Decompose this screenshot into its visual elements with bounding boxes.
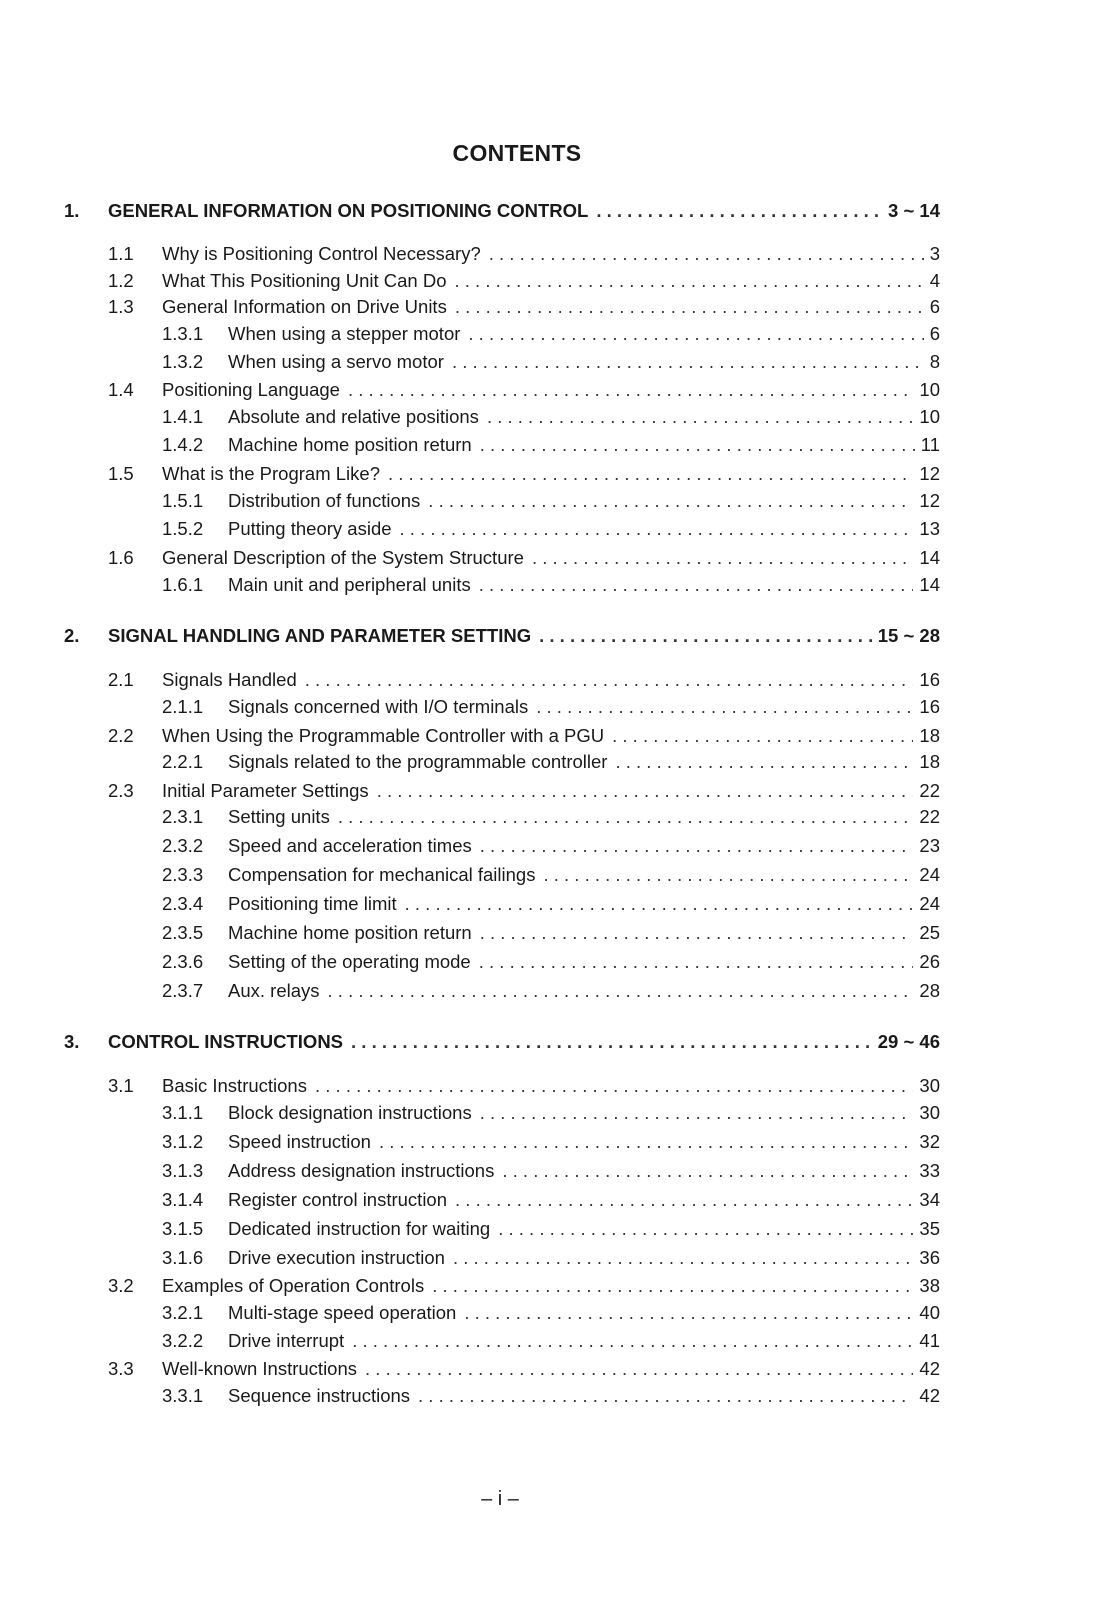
dot-leader xyxy=(400,518,914,540)
toc-page-number: 18 xyxy=(919,725,940,746)
toc-page-number: 12 xyxy=(919,490,940,511)
toc-subsection xyxy=(162,893,940,919)
dot-leader xyxy=(315,1075,913,1097)
dot-leader xyxy=(480,835,914,857)
dot-leader xyxy=(596,200,882,222)
toc-number: 1.3 xyxy=(108,296,134,317)
dot-leader xyxy=(502,1160,913,1182)
toc-page-number: 6 xyxy=(929,296,940,317)
toc-subsection xyxy=(162,806,940,832)
toc-subsection xyxy=(162,1385,940,1411)
toc-number: 2.3.4 xyxy=(162,893,204,914)
toc-section xyxy=(108,547,940,573)
toc-number: 3.1.6 xyxy=(162,1247,204,1268)
toc-number: 3.1.1 xyxy=(162,1102,204,1123)
toc-page-number: 33 xyxy=(919,1160,940,1181)
toc-title: Speed and acceleration times xyxy=(228,835,472,856)
dot-leader xyxy=(379,1131,913,1153)
toc-subsection xyxy=(162,922,940,948)
toc-number: 2.3.5 xyxy=(162,922,204,943)
toc-title: Putting theory aside xyxy=(228,518,392,539)
toc-title: What is the Program Like? xyxy=(162,463,380,484)
toc-subsection xyxy=(162,1189,940,1215)
toc-title: Register control instruction xyxy=(228,1189,448,1210)
toc-page-number: 23 xyxy=(919,835,940,856)
toc-section xyxy=(108,463,940,489)
page-number: – i – xyxy=(481,1488,519,1510)
toc-section xyxy=(108,296,940,322)
dot-leader xyxy=(479,574,914,596)
dot-leader xyxy=(428,490,913,512)
toc-subsection xyxy=(162,951,940,977)
toc-page-number: 16 xyxy=(919,696,940,717)
dot-leader xyxy=(480,1102,914,1124)
dot-leader xyxy=(455,296,924,318)
dot-leader xyxy=(489,243,924,265)
toc-title: Signals related to the programmable controller xyxy=(228,751,608,772)
toc-number: 3.1.5 xyxy=(162,1218,204,1239)
toc-page-number: 16 xyxy=(919,669,940,690)
toc-page-number: 14 xyxy=(919,547,940,568)
toc-title: Positioning time limit xyxy=(228,893,397,914)
toc-page-number: 32 xyxy=(919,1131,940,1152)
toc-title: Why is Positioning Control Necessary? xyxy=(162,243,481,264)
toc-section xyxy=(108,1358,940,1384)
toc-page-number: 10 xyxy=(919,379,940,400)
toc-title: Initial Parameter Settings xyxy=(162,780,369,801)
toc-number: 1. xyxy=(64,200,80,221)
toc-page-number: 22 xyxy=(919,806,940,827)
toc-number: 2.3.6 xyxy=(162,951,204,972)
toc-title: Examples of Operation Controls xyxy=(162,1275,425,1296)
toc-number: 1.5 xyxy=(108,463,134,484)
toc-number: 1.2 xyxy=(108,270,134,291)
dot-leader xyxy=(455,1189,913,1211)
toc-page-number: 15 ~ 28 xyxy=(877,625,940,646)
toc-title: Speed instruction xyxy=(228,1131,371,1152)
toc-page-number: 42 xyxy=(919,1385,940,1406)
toc-number: 3.1 xyxy=(108,1075,134,1096)
toc-title: Absolute and relative positions xyxy=(228,406,479,427)
toc-subsection xyxy=(162,1247,940,1273)
toc-page-number: 22 xyxy=(919,780,940,801)
toc-subsection xyxy=(162,864,940,890)
toc-page-number: 30 xyxy=(919,1102,940,1123)
toc-page-number: 29 ~ 46 xyxy=(877,1031,940,1052)
toc-page-number: 30 xyxy=(919,1075,940,1096)
toc-number: 1.4.2 xyxy=(162,434,204,455)
toc-number: 1.6 xyxy=(108,547,134,568)
toc-title: Compensation for mechanical failings xyxy=(228,864,536,885)
dot-leader xyxy=(377,780,914,802)
toc-title: Distribution of functions xyxy=(228,490,421,511)
dot-leader xyxy=(487,406,913,428)
toc-section xyxy=(108,270,940,296)
toc-number: 3.2.1 xyxy=(162,1302,204,1323)
toc-page-number: 38 xyxy=(919,1275,940,1296)
toc-title: Block designation instructions xyxy=(228,1102,472,1123)
toc-number: 1.5.2 xyxy=(162,518,204,539)
toc-subsection xyxy=(162,1330,940,1356)
toc-subsection xyxy=(162,751,940,777)
dot-leader xyxy=(612,725,913,747)
toc-section xyxy=(108,669,940,695)
toc-section xyxy=(108,379,940,405)
toc-title: Signals Handled xyxy=(162,669,297,690)
toc-number: 2.1 xyxy=(108,669,134,690)
toc-section xyxy=(108,1075,940,1101)
toc-subsection xyxy=(162,980,940,1006)
toc-page-number: 12 xyxy=(919,463,940,484)
dot-leader xyxy=(405,893,914,915)
dot-leader xyxy=(432,1275,913,1297)
dot-leader xyxy=(464,1302,913,1324)
toc-title: Aux. relays xyxy=(228,980,320,1001)
toc-title: When using a servo motor xyxy=(228,351,444,372)
toc-page-number: 3 xyxy=(929,243,940,264)
toc-section xyxy=(108,243,940,269)
dot-leader xyxy=(543,864,913,886)
toc-number: 1.1 xyxy=(108,243,134,264)
toc-subsection xyxy=(162,1131,940,1157)
dot-leader xyxy=(536,696,913,718)
toc-page-number: 24 xyxy=(919,864,940,885)
dot-leader xyxy=(418,1385,913,1407)
dot-leader xyxy=(454,270,923,292)
toc-title: What This Positioning Unit Can Do xyxy=(162,270,447,291)
toc-title: Positioning Language xyxy=(162,379,340,400)
toc-number: 2.3 xyxy=(108,780,134,801)
toc-page-number: 36 xyxy=(919,1247,940,1268)
toc-chapter xyxy=(64,625,940,651)
toc-title: Sequence instructions xyxy=(228,1385,411,1406)
toc-title: Setting units xyxy=(228,806,330,827)
toc-number: 3. xyxy=(64,1031,80,1052)
toc-number: 3.3 xyxy=(108,1358,134,1379)
toc-subsection xyxy=(162,406,940,432)
toc-number: 1.4 xyxy=(108,379,134,400)
toc-number: 2.3.2 xyxy=(162,835,204,856)
toc-page-number: 42 xyxy=(919,1358,940,1379)
toc-page-number: 10 xyxy=(919,406,940,427)
toc-title: SIGNAL HANDLING AND PARAMETER SETTING xyxy=(108,625,532,646)
toc-page-number: 25 xyxy=(919,922,940,943)
toc-chapter xyxy=(64,1031,940,1057)
dot-leader xyxy=(351,1031,872,1053)
toc-title: Basic Instructions xyxy=(162,1075,307,1096)
toc-number: 3.3.1 xyxy=(162,1385,204,1406)
dot-leader xyxy=(348,379,913,401)
toc-section xyxy=(108,1275,940,1301)
toc-number: 3.1.4 xyxy=(162,1189,204,1210)
toc-title: Well-known Instructions xyxy=(162,1358,358,1379)
toc-number: 2.3.7 xyxy=(162,980,204,1001)
dot-leader xyxy=(498,1218,913,1240)
toc-page-number: 8 xyxy=(929,351,940,372)
toc-page-number: 13 xyxy=(919,518,940,539)
dot-leader xyxy=(352,1330,913,1352)
toc-number: 2. xyxy=(64,625,80,646)
toc-number: 1.6.1 xyxy=(162,574,204,595)
toc-title: General Description of the System Structure xyxy=(162,547,524,568)
toc-title: Setting of the operating mode xyxy=(228,951,471,972)
toc-title: When Using the Programmable Controller with a PGU xyxy=(162,725,605,746)
toc-number: 2.2.1 xyxy=(162,751,204,772)
dot-leader xyxy=(388,463,913,485)
toc-title: Drive execution instruction xyxy=(228,1247,445,1268)
toc-title: Main unit and peripheral units xyxy=(228,574,471,595)
toc-number: 1.3.1 xyxy=(162,323,204,344)
toc-subsection xyxy=(162,351,940,377)
toc-page-number: 35 xyxy=(919,1218,940,1239)
toc-page-number: 14 xyxy=(919,574,940,595)
toc-title: Machine home position return xyxy=(228,434,472,455)
toc-number: 2.2 xyxy=(108,725,134,746)
toc-page-number: 6 xyxy=(929,323,940,344)
toc-title: Dedicated instruction for waiting xyxy=(228,1218,491,1239)
toc-subsection xyxy=(162,1218,940,1244)
toc-page-number: 41 xyxy=(919,1330,940,1351)
dot-leader xyxy=(453,1247,913,1269)
dot-leader xyxy=(365,1358,913,1380)
dot-leader xyxy=(480,434,915,456)
toc-subsection xyxy=(162,1302,940,1328)
toc-number: 2.3.1 xyxy=(162,806,204,827)
toc-chapter xyxy=(64,200,940,226)
dot-leader xyxy=(479,951,914,973)
toc-subsection xyxy=(162,574,940,600)
toc-page-number: 18 xyxy=(919,751,940,772)
toc-page-number: 26 xyxy=(919,951,940,972)
toc-subsection xyxy=(162,696,940,722)
dot-leader xyxy=(468,323,923,345)
toc-number: 3.1.2 xyxy=(162,1131,204,1152)
toc-number: 3.1.3 xyxy=(162,1160,204,1181)
toc-title: CONTROL INSTRUCTIONS xyxy=(108,1031,344,1052)
toc-title: Signals concerned with I/O terminals xyxy=(228,696,529,717)
toc-page-number: 28 xyxy=(919,980,940,1001)
toc-title: Multi-stage speed operation xyxy=(228,1302,457,1323)
toc-title: Address designation instructions xyxy=(228,1160,495,1181)
toc-subsection xyxy=(162,1160,940,1186)
toc-number: 2.3.3 xyxy=(162,864,204,885)
dot-leader xyxy=(539,625,872,647)
dot-leader xyxy=(338,806,914,828)
toc-title: General Information on Drive Units xyxy=(162,296,447,317)
toc-section xyxy=(108,780,940,806)
toc-page-number: 40 xyxy=(919,1302,940,1323)
toc-title: When using a stepper motor xyxy=(228,323,461,344)
toc-title: GENERAL INFORMATION ON POSITIONING CONTROL xyxy=(108,200,589,221)
toc-number: 1.4.1 xyxy=(162,406,204,427)
toc-subsection xyxy=(162,490,940,516)
dot-leader xyxy=(328,980,914,1002)
toc-subsection xyxy=(162,1102,940,1128)
toc-page-number: 11 xyxy=(920,434,940,455)
toc-subsection xyxy=(162,323,940,349)
toc-subsection xyxy=(162,434,940,460)
toc-number: 1.5.1 xyxy=(162,490,204,511)
toc-number: 3.2 xyxy=(108,1275,134,1296)
toc-page-number: 3 ~ 14 xyxy=(888,200,940,221)
dot-leader xyxy=(480,922,914,944)
page-title: CONTENTS xyxy=(452,140,582,166)
toc-subsection xyxy=(162,518,940,544)
toc-page-number: 24 xyxy=(919,893,940,914)
toc-page-number: 4 xyxy=(929,270,940,291)
toc-title: Machine home position return xyxy=(228,922,472,943)
dot-leader xyxy=(532,547,913,569)
toc-page-number: 34 xyxy=(919,1189,940,1210)
dot-leader xyxy=(305,669,914,691)
toc-title: Drive interrupt xyxy=(228,1330,345,1351)
toc-subsection xyxy=(162,835,940,861)
toc-number: 2.1.1 xyxy=(162,696,204,717)
dot-leader xyxy=(615,751,913,773)
toc-number: 3.2.2 xyxy=(162,1330,204,1351)
toc-number: 1.3.2 xyxy=(162,351,204,372)
toc-section xyxy=(108,725,940,751)
dot-leader xyxy=(452,351,924,373)
